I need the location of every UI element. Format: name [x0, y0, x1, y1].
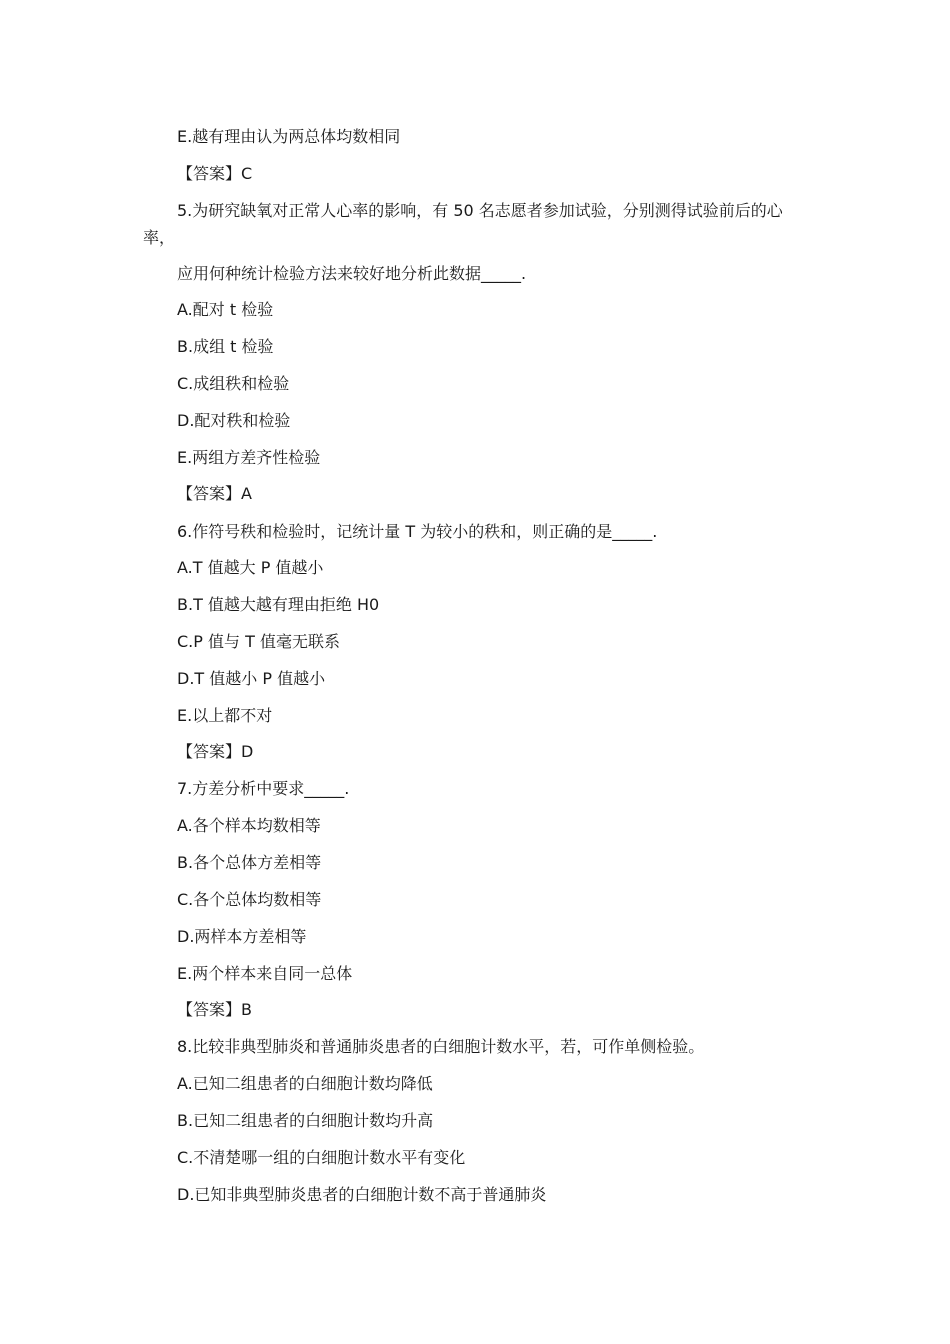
q7-option-c: C.各个总体均数相等: [177, 890, 322, 909]
q6-option-b: B.T 值越大越有理由拒绝 H0: [177, 595, 380, 614]
q5-stem-line1: 5.为研究缺氧对正常人心率的影响，有 50 名志愿者参加试验，分别测得试验前后的心: [177, 201, 783, 220]
q7-option-b: B.各个总体方差相等: [177, 853, 322, 872]
q5-stem-line3: 应用何种统计检验方法来较好地分析此数据_____.: [177, 264, 527, 283]
q6-stem: 6.作符号秩和检验时，记统计量 T 为较小的秩和，则正确的是_____.: [177, 522, 658, 541]
q5-option-c: C.成组秩和检验: [177, 374, 290, 393]
q6-option-d: D.T 值越小 P 值越小: [177, 669, 326, 688]
q8-option-c: C.不清楚哪一组的白细胞计数水平有变化: [177, 1148, 466, 1167]
q7-option-e: E.两个样本来自同一总体: [177, 964, 353, 983]
q6-option-c: C.P 值与 T 值毫无联系: [177, 632, 340, 651]
q5-option-e: E.两组方差齐性检验: [177, 448, 321, 467]
q5-option-b: B.成组 t 检验: [177, 337, 274, 356]
q4-option-e: E.越有理由认为两总体均数相同: [177, 127, 401, 146]
q5-option-d: D.配对秩和检验: [177, 411, 291, 430]
q7-option-d: D.两样本方差相等: [177, 927, 307, 946]
q5-stem-line2: 率，: [143, 228, 176, 247]
q5-option-a: A.配对 t 检验: [177, 300, 274, 319]
q8-option-d: D.已知非典型肺炎患者的白细胞计数不高于普通肺炎: [177, 1185, 547, 1204]
q7-option-a: A.各个样本均数相等: [177, 816, 321, 835]
q5-answer: 【答案】A: [177, 484, 252, 503]
q6-option-e: E.以上都不对: [177, 706, 273, 725]
q4-answer: 【答案】C: [177, 164, 253, 183]
q6-answer: 【答案】D: [177, 742, 254, 761]
q7-answer: 【答案】B: [177, 1000, 252, 1019]
q8-option-a: A.已知二组患者的白细胞计数均降低: [177, 1074, 433, 1093]
q6-option-a: A.T 值越大 P 值越小: [177, 558, 324, 577]
q8-stem: 8.比较非典型肺炎和普通肺炎患者的白细胞计数水平，若，可作单侧检验。: [177, 1037, 705, 1056]
q8-option-b: B.已知二组患者的白细胞计数均升高: [177, 1111, 434, 1130]
q7-stem: 7.方差分析中要求_____.: [177, 779, 350, 798]
